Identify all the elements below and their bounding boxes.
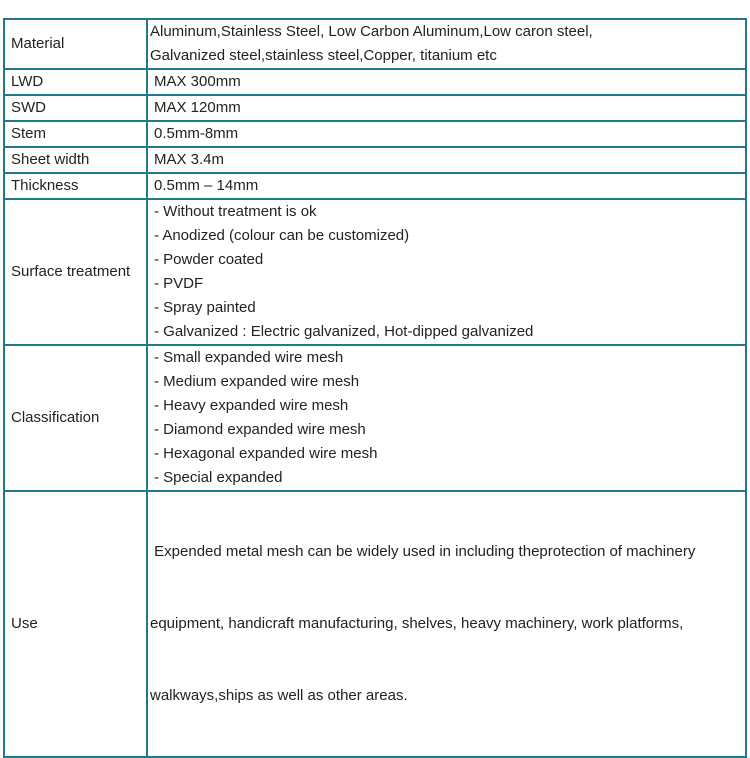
value-line: walkways,ships as well as other areas. — [150, 687, 408, 704]
value-line: equipment, handicraft manufacturing, shelves, heavy machinery, work platforms, — [150, 615, 684, 632]
row-value — [147, 19, 746, 69]
table-row-stem — [4, 121, 746, 147]
row-value — [147, 199, 746, 345]
row-label: LWD — [4, 69, 147, 95]
row-value — [147, 345, 746, 491]
value-line: Expended metal mesh can be widely used in including theprotection of machinery — [150, 543, 696, 560]
row-label: Thickness — [4, 173, 147, 199]
value-line: - Hexagonal expanded wire mesh — [154, 445, 378, 462]
value-line: - Powder coated — [154, 251, 264, 268]
value-line: - Special expanded — [154, 469, 283, 486]
value-line: - Diamond expanded wire mesh — [154, 421, 366, 438]
value-line: Aluminum,Stainless Steel, Low Carbon Aluminum,Low caron steel, — [150, 23, 593, 40]
table-row-classification — [4, 345, 746, 491]
value-line: - Without treatment is ok — [154, 203, 317, 220]
row-value — [147, 147, 746, 173]
value-line: 0.5mm-8mm — [154, 125, 239, 142]
spec-table — [3, 18, 747, 758]
table-row-lwd — [4, 69, 746, 95]
row-value — [147, 121, 746, 147]
value-line: - Heavy expanded wire mesh — [154, 397, 349, 414]
table-row-material — [4, 19, 746, 69]
value-line: - Anodized (colour can be customized) — [154, 227, 410, 244]
value-line: MAX 3.4m — [154, 151, 225, 168]
row-label: SWD — [4, 95, 147, 121]
table-row-thickness — [4, 173, 746, 199]
row-label: Use — [4, 491, 147, 757]
value-line: - Galvanized : Electric galvanized, Hot-dipped galvanized — [154, 323, 534, 340]
value-line: MAX 120mm — [154, 99, 241, 116]
row-label: Sheet width — [4, 147, 147, 173]
value-line: 0.5mm – 14mm — [154, 177, 259, 194]
row-value — [147, 69, 746, 95]
table-row-use — [4, 491, 746, 757]
value-line: - PVDF — [154, 275, 204, 292]
table-row-sheet-width — [4, 147, 746, 173]
value-line: - Spray painted — [154, 299, 256, 316]
row-value — [147, 491, 746, 757]
value-line: - Medium expanded wire mesh — [154, 373, 360, 390]
value-line: MAX 300mm — [154, 73, 241, 90]
row-label: Stem — [4, 121, 147, 147]
row-label: Classification — [4, 345, 147, 491]
table-row-swd — [4, 95, 746, 121]
row-label: Material — [4, 19, 147, 69]
row-value — [147, 95, 746, 121]
value-line: - Small expanded wire mesh — [154, 349, 344, 366]
table-row-surface-treatment — [4, 199, 746, 345]
row-value — [147, 173, 746, 199]
value-line: Galvanized steel,stainless steel,Copper, titanium etc — [150, 47, 497, 64]
row-label: Surface treatment — [4, 199, 147, 345]
